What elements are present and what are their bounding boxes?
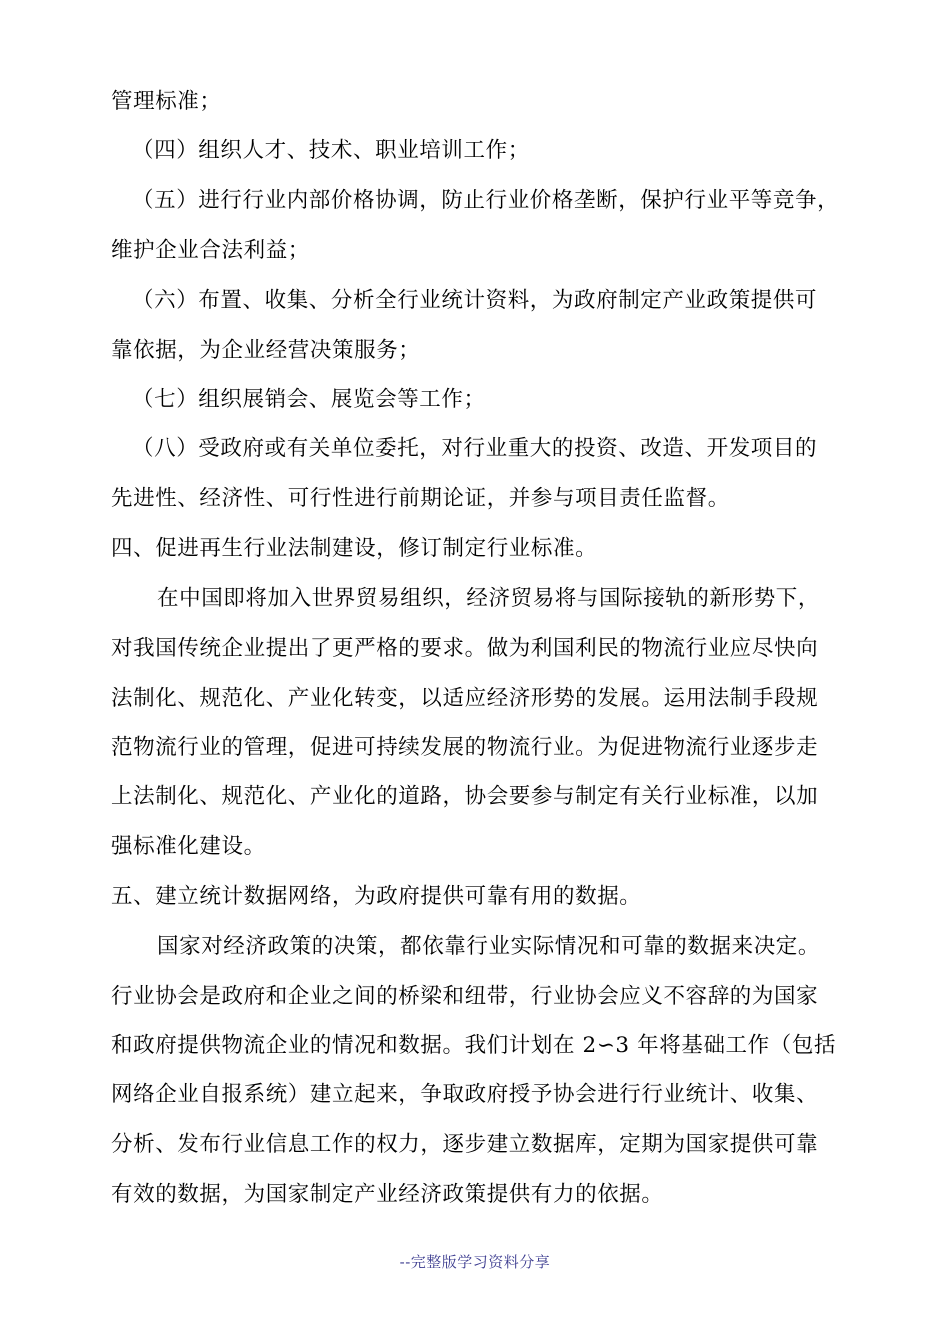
paragraph-line: 上法制化、规范化、产业化的道路，协会要参与制定有关行业标准，以加 (111, 784, 819, 809)
list-item-8: （八）受政府或有关单位委托，对行业重大的投资、改造、开发项目的 (132, 436, 818, 461)
paragraph-line: 行业协会是政府和企业之间的桥梁和纽带，行业协会应义不容辞的为国家 (111, 984, 819, 1009)
paragraph-line: 强标准化建设。 (111, 834, 266, 859)
list-item-5: （五）进行行业内部价格协调，防止行业价格垄断，保护行业平等竞争， (132, 188, 840, 213)
paragraph-line: 网络企业自报系统）建立起来，争取政府授予协会进行行业统计、收集、 (111, 1082, 819, 1107)
page-footer: --完整版学习资料分享 (399, 1253, 551, 1271)
text-line: 维护企业合法利益； (111, 238, 310, 263)
paragraph-line: 国家对经济政策的决策，都依靠行业实际情况和可靠的数据来决定。 (157, 934, 821, 959)
list-item-7: （七）组织展销会、展览会等工作； (132, 387, 486, 412)
section-heading-4: 四、促进再生行业法制建设，修订制定行业标准。 (111, 536, 598, 561)
list-item-4: （四）组织人才、技术、职业培训工作； (132, 138, 530, 163)
paragraph-line: 和政府提供物流企业的情况和数据。我们计划在 2∽3 年将基础工作（包括 (111, 1033, 837, 1058)
paragraph-line: 对我国传统企业提出了更严格的要求。做为利国利民的物流行业应尽快向 (111, 636, 819, 661)
text-line: 管理标准； (111, 89, 222, 114)
text-line: 靠依据，为企业经营决策服务； (111, 338, 421, 363)
paragraph-line: 分析、发布行业信息工作的权力，逐步建立数据库，定期为国家提供可靠 (111, 1132, 819, 1157)
paragraph-line: 有效的数据，为国家制定产业经济政策提供有力的依据。 (111, 1182, 664, 1207)
text-line: 先进性、经济性、可行性进行前期论证，并参与项目责任监督。 (111, 486, 730, 511)
paragraph-line: 法制化、规范化、产业化转变，以适应经济形势的发展。运用法制手段规 (111, 686, 819, 711)
paragraph-line: 在中国即将加入世界贸易组织，经济贸易将与国际接轨的新形势下， (157, 586, 821, 611)
paragraph-line: 范物流行业的管理，促进可持续发展的物流行业。为促进物流行业逐步走 (111, 735, 819, 760)
section-heading-5: 五、建立统计数据网络，为政府提供可靠有用的数据。 (111, 884, 642, 909)
list-item-6: （六）布置、收集、分析全行业统计资料，为政府制定产业政策提供可 (132, 288, 818, 313)
